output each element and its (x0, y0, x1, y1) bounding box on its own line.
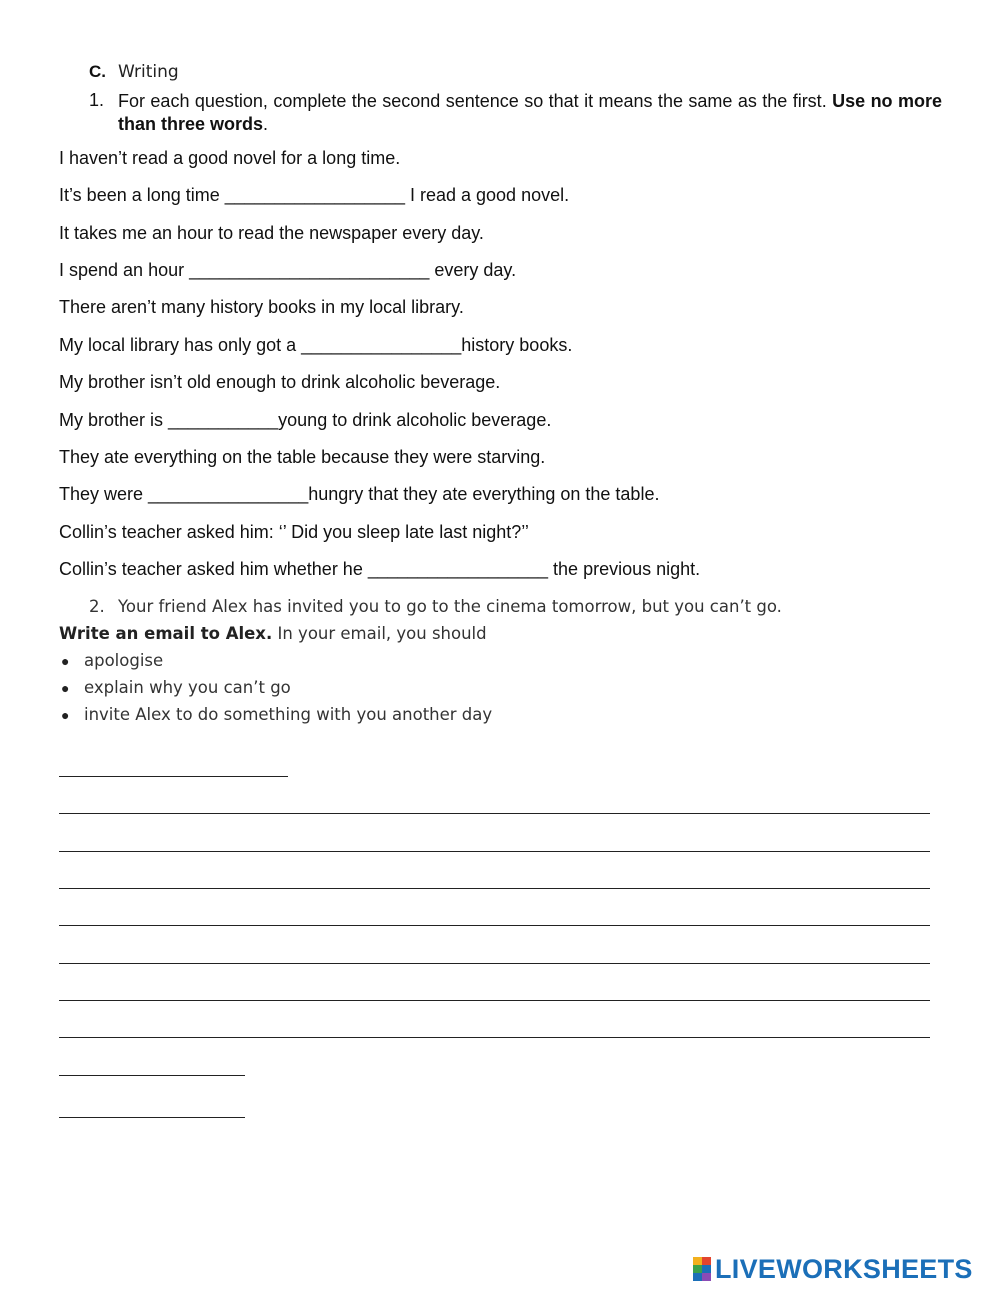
rewrite-prefix: My local library has only got a (59, 335, 302, 355)
instruction-text: For each question, complete the second sentence so that it means the same as the first. (118, 91, 827, 111)
original-sentence: They ate everything on the table because they were starving. (59, 447, 546, 467)
original-sentence: I haven’t read a good novel for a long time. (59, 148, 401, 168)
email-body-line[interactable] (59, 1037, 930, 1038)
rewrite-sentence (59, 185, 569, 206)
answer-blank[interactable]: ________________ (148, 484, 309, 504)
original-sentence: My brother isn’t old enough to drink alcoholic beverage. (59, 372, 501, 392)
logo-mark-icon (693, 1257, 711, 1281)
original-sentence: It takes me an hour to read the newspaper every day. (59, 223, 484, 243)
rewrite-suffix: I read a good novel. (404, 185, 570, 205)
bullet-item: invite Alex to do something with you another day (84, 705, 493, 724)
email-body-line[interactable] (59, 813, 930, 814)
bullet-icon: ● (61, 653, 70, 669)
answer-blank[interactable]: __________________ (224, 185, 405, 205)
answer-blank[interactable]: ________________________ (189, 260, 430, 280)
answer-blank[interactable]: __________________ (367, 559, 549, 579)
answer-blank[interactable]: ___________ (168, 410, 279, 430)
rewrite-sentence (59, 335, 572, 356)
original-sentence: Collin’s teacher asked him: ‘’ Did you sleep late last night?’’ (59, 522, 529, 542)
answer-blank[interactable]: ________________ (301, 335, 462, 355)
instruction-bold: Use no more than three words (118, 91, 942, 134)
rewrite-suffix: hungry that they ate everything on the table. (308, 484, 660, 504)
rewrite-prefix: My brother is (59, 410, 169, 430)
rewrite-prefix: They were (59, 484, 149, 504)
rewrite-prefix: Collin’s teacher asked him whether he (59, 559, 368, 579)
question-2-instruction (59, 624, 487, 643)
question-1-number: 1. (89, 90, 105, 110)
bullet-icon: ● (61, 680, 70, 696)
rewrite-sentence (59, 410, 551, 431)
email-body-line[interactable] (59, 888, 930, 889)
section-letter: C. (89, 62, 106, 81)
bullet-item: apologise (84, 651, 164, 670)
rewrite-sentence (59, 260, 516, 281)
rewrite-suffix: the previous night. (548, 559, 701, 579)
email-signature-line[interactable] (59, 1117, 245, 1118)
email-body-line[interactable] (59, 851, 930, 852)
liveworksheets-logo (693, 1255, 973, 1283)
bullet-icon: ● (61, 707, 70, 723)
rewrite-prefix: I spend an hour (59, 260, 190, 280)
rewrite-suffix: history books. (461, 335, 573, 355)
rewrite-suffix: every day. (429, 260, 517, 280)
rewrite-suffix: young to drink alcoholic beverage. (278, 410, 552, 430)
email-greeting-line[interactable] (59, 776, 288, 777)
rewrite-sentence (59, 559, 700, 580)
rewrite-prefix: It’s been a long time (59, 185, 225, 205)
question-2-prompt: Your friend Alex has invited you to go to the cinema tomorrow, but you can’t go. (118, 597, 782, 616)
section-title: Writing (118, 62, 179, 82)
instruction-end: . (263, 114, 269, 134)
email-body-line[interactable] (59, 1000, 930, 1001)
email-body-line[interactable] (59, 925, 930, 926)
bullet-item: explain why you can’t go (84, 678, 291, 697)
rewrite-sentence (59, 484, 659, 505)
original-sentence: There aren’t many history books in my local library. (59, 297, 464, 317)
question-2-number: 2. (89, 597, 105, 616)
logo-text: LIVEWORKSHEETS (715, 1253, 973, 1284)
instruction-rest: In your email, you should (272, 624, 487, 643)
question-1-instruction (118, 90, 942, 136)
instruction-bold: Write an email to Alex. (59, 624, 273, 643)
email-signoff-line[interactable] (59, 1075, 245, 1076)
email-body-line[interactable] (59, 963, 930, 964)
